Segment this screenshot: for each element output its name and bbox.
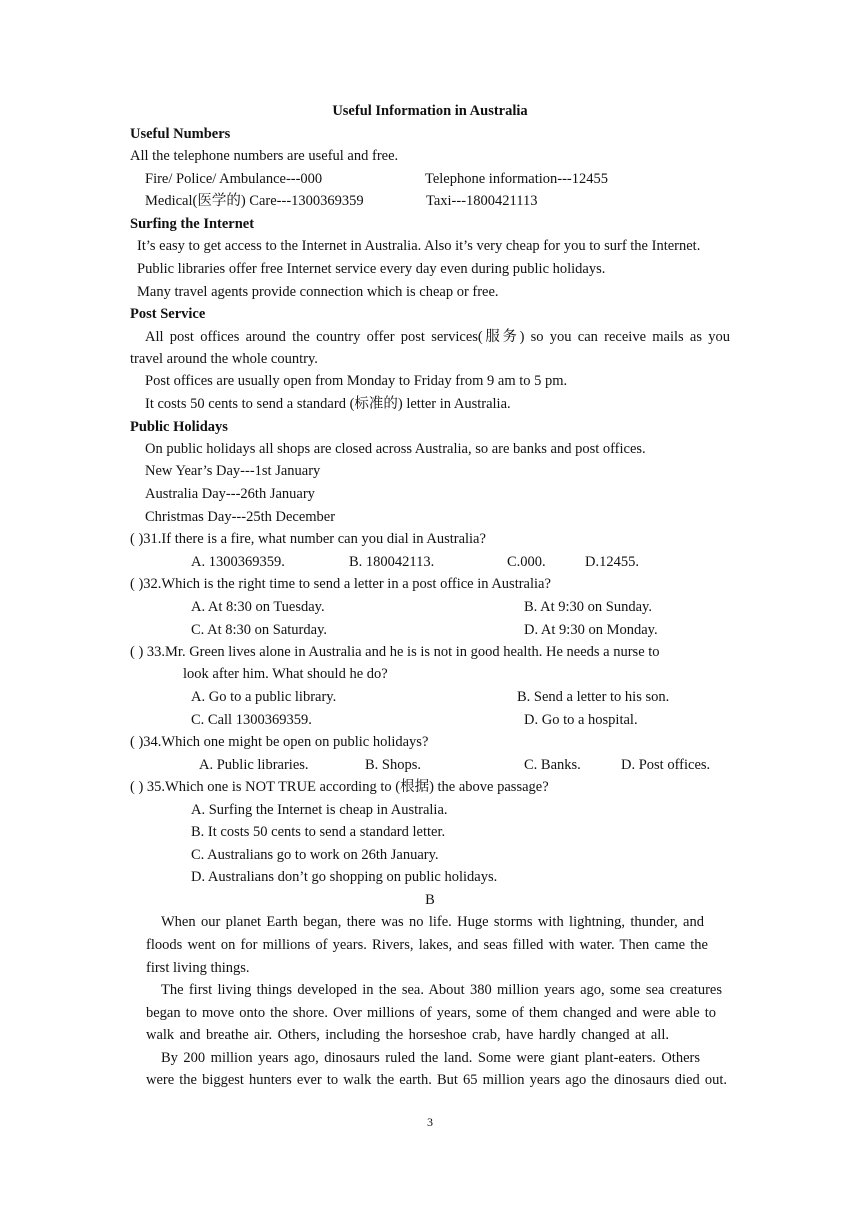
option: D. Australians don’t go shopping on public holidays.	[191, 869, 498, 885]
fire-number: Fire/ Police/ Ambulance---000	[145, 171, 323, 187]
option: D.12455.	[585, 554, 639, 570]
question-33-stem-cont: look after him. What should he do?	[183, 666, 388, 682]
internet-line: Public libraries offer free Internet service every day even during public holidays.	[137, 261, 606, 277]
section-b-label: B	[425, 892, 435, 908]
option: A. Surfing the Internet is cheap in Australia.	[191, 802, 448, 818]
option: C. Australians go to work on 26th January.	[191, 847, 439, 863]
taxi-number: Taxi---1800421113	[426, 193, 538, 209]
holidays-heading: Public Holidays	[130, 419, 228, 435]
internet-line: It’s easy to get access to the Internet in Australia. Also it’s very cheap for you to surf the Internet.	[137, 238, 701, 254]
passage-line: By 200 million years ago, dinosaurs ruled the land. Some were giant plant-eaters. Others	[161, 1050, 700, 1066]
medical-number: Medical(医学的) Care---1300369359	[145, 193, 364, 209]
internet-line: Many travel agents provide connection which is cheap or free.	[137, 284, 499, 300]
option: A. 1300369359.	[191, 554, 285, 570]
option: C.000.	[507, 554, 546, 570]
passage-line: walk and breathe air. Others, including the horseshoe crab, have hardly changed at all.	[146, 1027, 669, 1043]
post-heading: Post Service	[130, 306, 206, 322]
passage-line: first living things.	[146, 960, 250, 976]
holiday-item: New Year’s Day---1st January	[145, 463, 321, 479]
option: D. At 9:30 on Monday.	[524, 622, 658, 638]
holiday-item: Australia Day---26th January	[145, 486, 315, 502]
post-line: All post offices around the country offer post services(服务) so you can receive mails as you	[145, 329, 730, 345]
option: B. Send a letter to his son.	[517, 689, 670, 705]
option: B. It costs 50 cents to send a standard letter.	[191, 824, 446, 840]
question-34-stem: ( )34.Which one might be open on public holidays?	[130, 734, 429, 750]
holidays-line: On public holidays all shops are closed across Australia, so are banks and post offices.	[145, 441, 646, 457]
option: D. Post offices.	[621, 757, 711, 773]
passage-line: The first living things developed in the sea. About 380 million years ago, some sea creatures	[161, 982, 722, 998]
option: B. 180042113.	[349, 554, 435, 570]
option: C. Banks.	[524, 757, 581, 773]
telephone-info-number: Telephone information---12455	[425, 171, 608, 187]
option: B. Shops.	[365, 757, 422, 773]
passage-line: When our planet Earth began, there was no life. Huge storms with lightning, thunder, and	[161, 914, 704, 930]
holiday-item: Christmas Day---25th December	[145, 509, 336, 525]
internet-heading: Surfing the Internet	[130, 216, 255, 232]
option: D. Go to a hospital.	[524, 712, 638, 728]
useful-numbers-intro: All the telephone numbers are useful and free.	[130, 148, 399, 164]
passage-line: floods went on for millions of years. Rivers, lakes, and seas filled with water. Then came the	[146, 937, 708, 953]
passage-line: began to move onto the shore. Over millions of years, some of them changed and were able to	[146, 1005, 716, 1021]
question-31-stem: ( )31.If there is a fire, what number can you dial in Australia?	[130, 531, 486, 547]
post-line: travel around the whole country.	[130, 351, 318, 367]
post-line: It costs 50 cents to send a standard (标准的) letter in Australia.	[145, 396, 511, 412]
option: C. Call 1300369359.	[191, 712, 312, 728]
option: A. At 8:30 on Tuesday.	[191, 599, 325, 615]
question-32-stem: ( )32.Which is the right time to send a letter in a post office in Australia?	[130, 576, 551, 592]
page-title: Useful Information in Australia	[332, 103, 528, 119]
passage-line: were the biggest hunters ever to walk the earth. But 65 million years ago the dinosaurs died out.	[146, 1072, 727, 1088]
page-number: 3	[427, 1115, 433, 1129]
option: A. Go to a public library.	[191, 689, 337, 705]
question-35-stem: ( ) 35.Which one is NOT TRUE according to (根据) the above passage?	[130, 779, 549, 795]
option: B. At 9:30 on Sunday.	[524, 599, 652, 615]
question-33-stem: ( ) 33.Mr. Green lives alone in Australia and he is is not in good health. He needs a nurse to	[130, 644, 660, 660]
option: C. At 8:30 on Saturday.	[191, 622, 328, 638]
post-line: Post offices are usually open from Monday to Friday from 9 am to 5 pm.	[145, 373, 568, 389]
useful-numbers-heading: Useful Numbers	[130, 126, 231, 142]
option: A. Public libraries.	[199, 757, 309, 773]
